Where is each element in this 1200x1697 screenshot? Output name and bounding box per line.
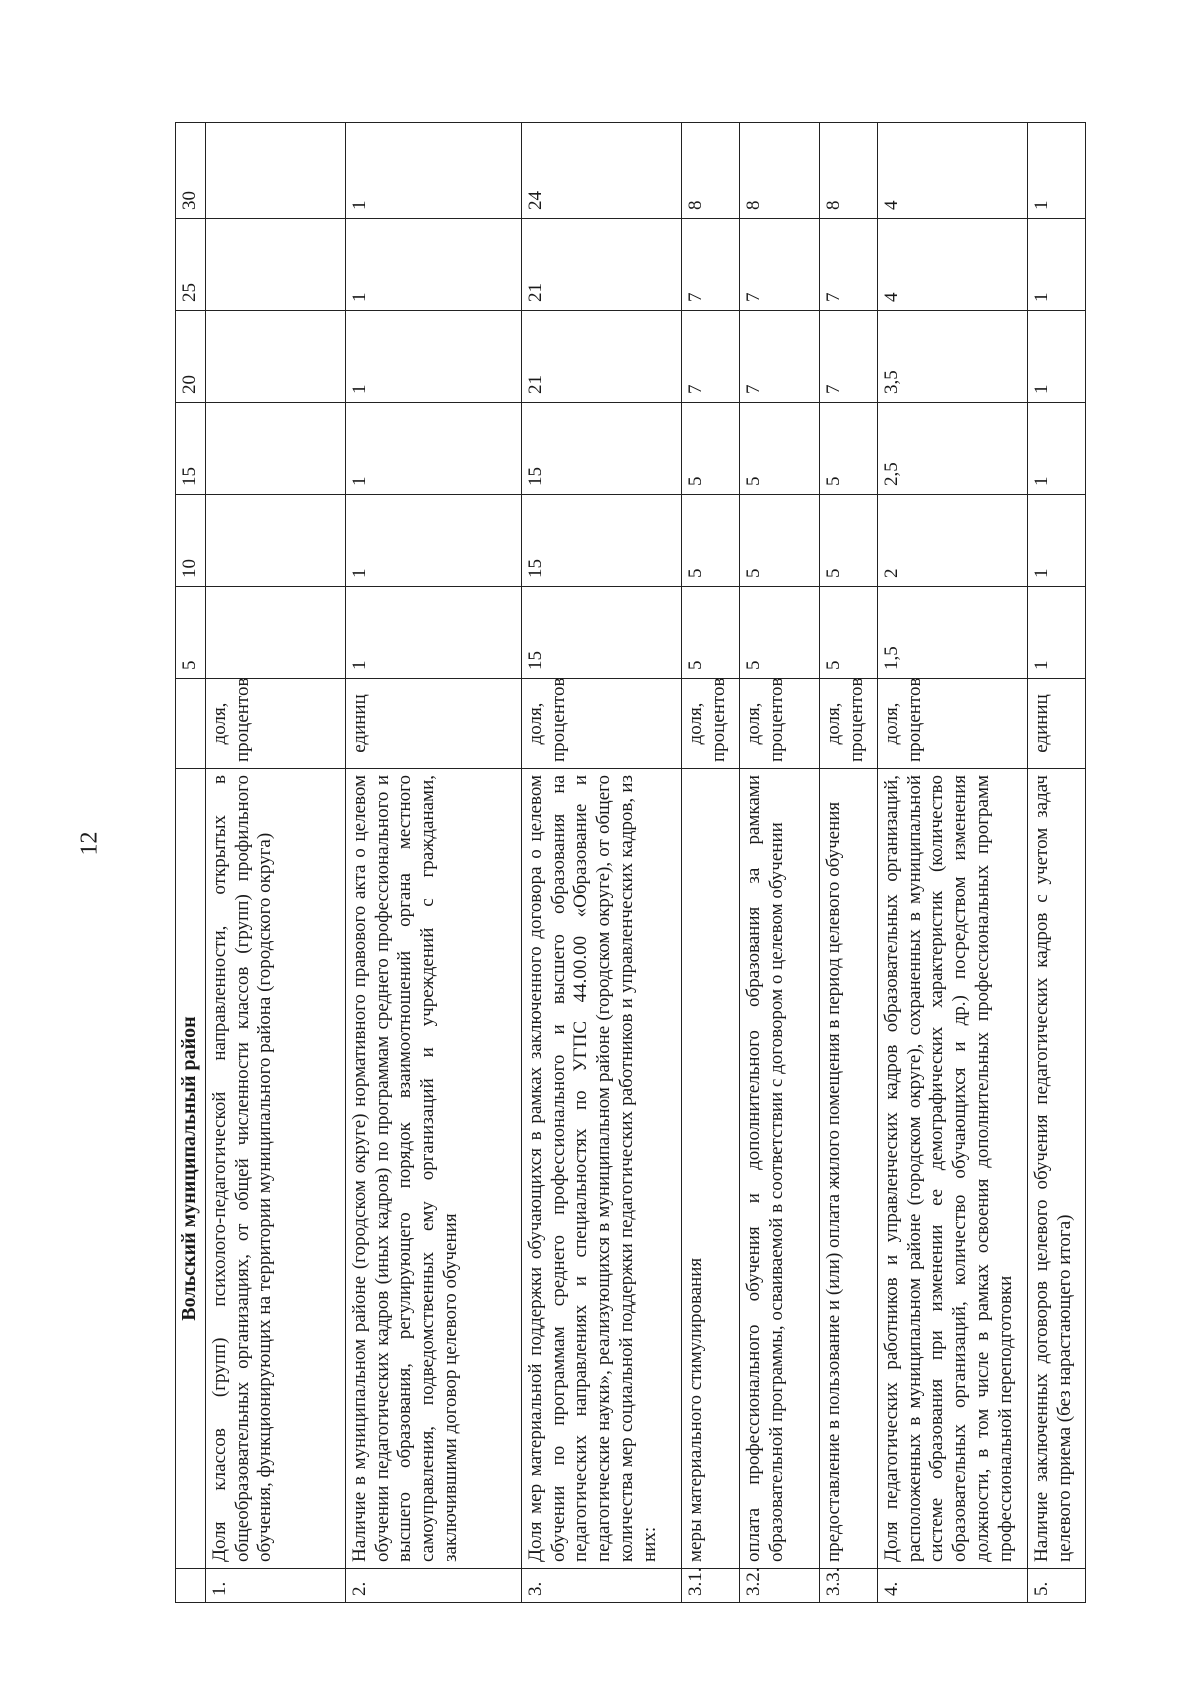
indicator-value: 1 [1027, 587, 1085, 679]
indicator-value [205, 123, 345, 219]
indicator-value: 5 [819, 495, 877, 587]
table-row [345, 123, 521, 1603]
indicator-value: 7 [819, 311, 877, 403]
unit-of-measure: доля, процентов [877, 679, 1027, 769]
indicator-value [205, 495, 345, 587]
indicator-value: 1 [345, 587, 521, 679]
year-header: 25 [176, 219, 206, 311]
indicators-table [175, 122, 1086, 1603]
indicator-value: 1 [1027, 403, 1085, 495]
indicator-value: 8 [819, 123, 877, 219]
indicator-value: 1 [345, 219, 521, 311]
row-number: 2. [345, 1569, 521, 1603]
indicator-name: оплата профессионального обучения и дополнительного образования за рамками образовательной программы, осваиваемой в соответствии с договором о целевом обучении [739, 769, 819, 1569]
indicator-value: 5 [739, 587, 819, 679]
indicator-value: 21 [521, 219, 681, 311]
table-row [819, 123, 877, 1603]
table-row [877, 123, 1027, 1603]
indicator-value: 21 [521, 311, 681, 403]
indicator-name: Доля педагогических работников и управленческих кадров образовательных организаций, расположенных в муниципальном районе (городском округе), сохраненных в муниципальной системе образования при изменении ее демографических характеристик (количество образовательных организаций, количество обучающихся и др.) посредством изменения должности, в том числе в рамках освоения дополнительных профессиональных программ профессиональной переподготовки [877, 769, 1027, 1569]
year-header: 20 [176, 311, 206, 403]
indicator-value [205, 403, 345, 495]
header-empty-cell [176, 1569, 206, 1603]
indicator-value: 7 [819, 219, 877, 311]
region-header-row [176, 123, 206, 1603]
row-number: 3. [521, 1569, 681, 1603]
header-unit-cell [176, 679, 206, 769]
indicator-value [205, 219, 345, 311]
rotated-table-container [175, 123, 1075, 1603]
indicator-value: 7 [681, 219, 739, 311]
row-number: 3.3. [819, 1569, 877, 1603]
indicator-name: Наличие заключенных договоров целевого обучения педагогических кадров с учетом задач целевого приема (без нарастающего итога) [1027, 769, 1085, 1569]
year-header: 5 [176, 587, 206, 679]
row-number: 4. [877, 1569, 1027, 1603]
region-title: Вольский муниципальный район [176, 769, 206, 1569]
table-row [205, 123, 345, 1603]
indicator-value: 15 [521, 403, 681, 495]
row-number: 3.2. [739, 1569, 819, 1603]
indicator-value: 5 [819, 403, 877, 495]
indicator-value: 1 [1027, 495, 1085, 587]
indicator-value: 1 [1027, 123, 1085, 219]
indicator-value: 1 [1027, 219, 1085, 311]
table-row [521, 123, 681, 1603]
unit-of-measure: единиц [345, 679, 521, 769]
indicator-value: 24 [521, 123, 681, 219]
table-row [681, 123, 739, 1603]
indicator-value: 5 [681, 587, 739, 679]
unit-of-measure: единиц [1027, 679, 1085, 769]
indicator-value: 1,5 [877, 587, 1027, 679]
indicator-value: 2 [877, 495, 1027, 587]
indicator-value: 3,5 [877, 311, 1027, 403]
indicator-name: Доля мер материальной поддержки обучающихся в рамках заключенного договора о целевом обучении по программам среднего профессионального и высшего образования на педагогических направлениях и специальностях по УГПС 44.00.00 «Образование и педагогические науки», реализующихся в муниципальном районе (городском округе), от общего количества мер социальной поддержки педагогических работников и управленческих кадров, из них: [521, 769, 681, 1569]
unit-of-measure: доля, процентов [521, 679, 681, 769]
indicator-value: 7 [739, 219, 819, 311]
indicator-value: 5 [681, 403, 739, 495]
row-number: 1. [205, 1569, 345, 1603]
indicator-name: предоставление в пользование и (или) оплата жилого помещения в период целевого обучения [819, 769, 877, 1569]
indicator-value: 7 [681, 311, 739, 403]
indicator-value: 5 [819, 587, 877, 679]
unit-of-measure: доля, процентов [681, 679, 739, 769]
indicator-name: меры материального стимулирования [681, 769, 739, 1569]
indicator-value [205, 587, 345, 679]
unit-of-measure: доля, процентов [205, 679, 345, 769]
indicator-value: 15 [521, 495, 681, 587]
row-number: 5. [1027, 1569, 1085, 1603]
table-row [1027, 123, 1085, 1603]
indicator-value: 1 [345, 311, 521, 403]
row-number: 3.1. [681, 1569, 739, 1603]
indicator-value: 5 [739, 403, 819, 495]
indicator-value: 5 [681, 495, 739, 587]
indicator-value: 8 [739, 123, 819, 219]
indicator-name: Доля классов (групп) психолого-педагогической направленности, открытых в общеобразовательных организациях, от общей численности классов (групп) профильного обучения, функционирующих на территории муниципального района (городского округа) [205, 769, 345, 1569]
indicator-value: 1 [345, 123, 521, 219]
indicator-value: 7 [739, 311, 819, 403]
indicator-value: 1 [345, 495, 521, 587]
indicator-value: 4 [877, 123, 1027, 219]
year-header: 10 [176, 495, 206, 587]
indicator-value: 5 [739, 495, 819, 587]
indicator-value: 4 [877, 219, 1027, 311]
indicator-value: 8 [681, 123, 739, 219]
indicator-value: 1 [1027, 311, 1085, 403]
unit-of-measure: доля, процентов [819, 679, 877, 769]
year-header: 15 [176, 403, 206, 495]
table-row [739, 123, 819, 1603]
indicator-value [205, 311, 345, 403]
indicator-name: Наличие в муниципальном районе (городском округе) нормативного правового акта о целевом обучении педагогических кадров (иных кадров) по программам среднего профессионального и высшего образования, регулирующего порядок взаимоотношений органа местного самоуправления, подведомственных ему организаций и учреждений с гражданами, заключившими договор целевого обучения [345, 769, 521, 1569]
indicator-value: 15 [521, 587, 681, 679]
page-number: 12 [76, 831, 103, 856]
unit-of-measure: доля, процентов [739, 679, 819, 769]
year-header: 30 [176, 123, 206, 219]
indicator-value: 1 [345, 403, 521, 495]
indicator-value: 2,5 [877, 403, 1027, 495]
